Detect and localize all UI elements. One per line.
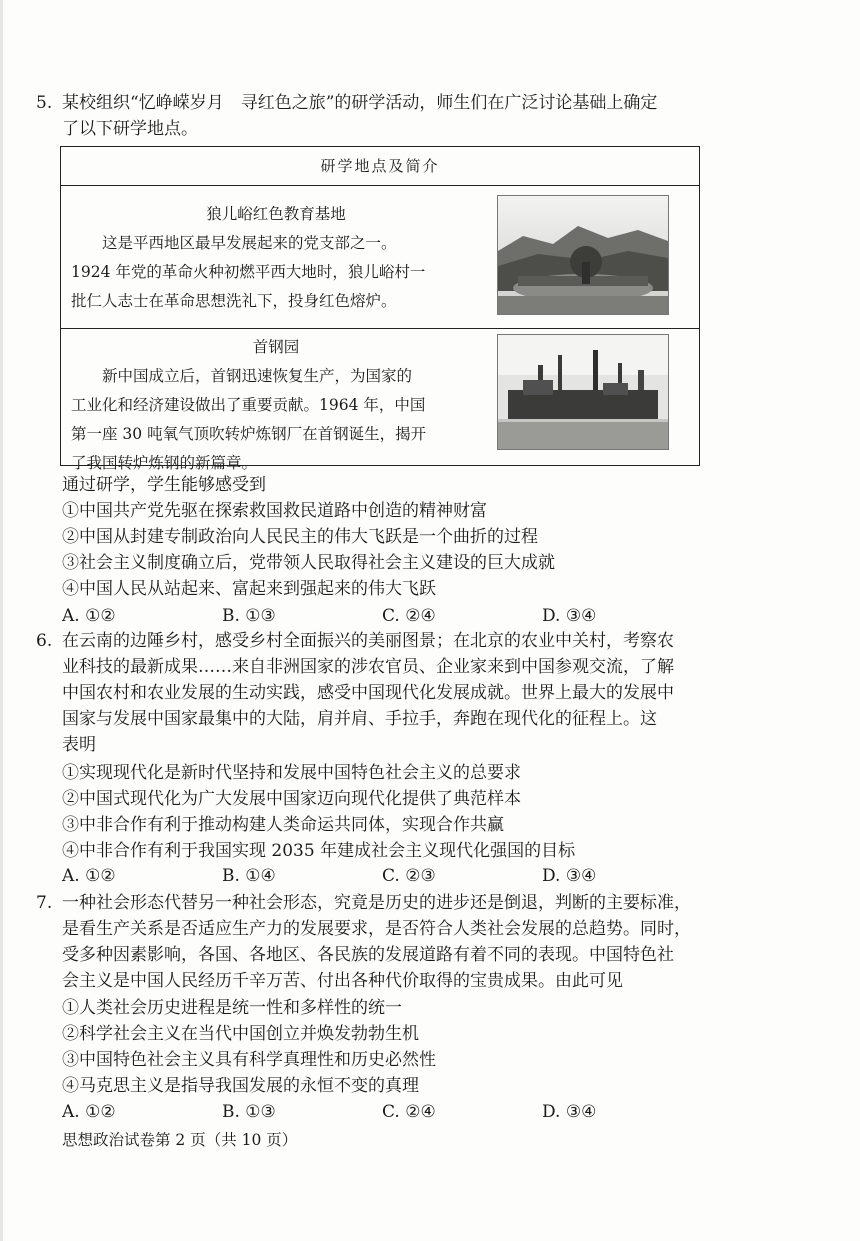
option-b[interactable]: B. ①④ xyxy=(222,866,276,886)
site-1-line: 批仁人志士在革命思想洗礼下，投身红色熔炉。 xyxy=(71,292,397,310)
question-6-item: ①实现现代化是新时代坚持和发展中国特色社会主义的总要求 xyxy=(62,763,521,783)
question-7-item: ③中国特色社会主义具有科学真理性和历史必然性 xyxy=(62,1050,436,1070)
question-7-item: ④马克思主义是指导我国发展的永恒不变的真理 xyxy=(62,1076,419,1096)
question-5-lead: 通过研学，学生能够感受到 xyxy=(62,475,266,495)
question-6-stem-line: 国家与发展中国家最集中的大陆，肩并肩、手拉手，奔跑在现代化的征程上。这 xyxy=(62,709,657,729)
question-5-item: ②中国从封建专制政治向人民民主的伟大飞跃是一个曲折的过程 xyxy=(62,527,538,547)
question-5-item: ③社会主义制度确立后，党带领人民取得社会主义建设的巨大成就 xyxy=(62,553,555,573)
table-row-site-2 xyxy=(61,328,699,472)
site-2-title: 首钢园 xyxy=(252,338,300,356)
question-6-stem-line: 在云南的边陲乡村，感受乡村全面振兴的美丽图景；在北京的农业中关村，考察农 xyxy=(62,631,674,651)
question-7-stem-line: 受多种因素影响，各国、各地区、各民族的发展道路有着不同的表现。中国特色社 xyxy=(62,945,674,965)
site-2-line: 新中国成立后，首钢迅速恢复生产，为国家的 xyxy=(102,367,413,385)
option-a[interactable]: A. ①② xyxy=(62,1102,116,1122)
question-6-item: ④中非合作有利于我国实现 2035 年建成社会主义现代化强国的目标 xyxy=(62,841,576,861)
question-5-stem-line: 了以下研学地点。 xyxy=(62,119,198,139)
option-b[interactable]: B. ①③ xyxy=(222,606,276,626)
question-7-stem-line: 一种社会形态代替另一种社会形态，究竟是历史的进步还是倒退，判断的主要标准， xyxy=(62,893,691,913)
option-d[interactable]: D. ③④ xyxy=(542,1102,597,1122)
question-7-stem-line: 会主义是中国人民经历千辛万苦、付出各种代价取得的宝贵成果。由此可见 xyxy=(62,971,623,991)
option-a[interactable]: A. ①② xyxy=(62,866,116,886)
option-c[interactable]: C. ②④ xyxy=(382,1102,436,1122)
question-5-item: ①中国共产党先驱在探索救国救民道路中创造的精神财富 xyxy=(62,501,487,521)
page-footer: 思想政治试卷第 2 页（共 10 页） xyxy=(62,1131,298,1149)
site-2-line: 第一座 30 吨氧气顶吹转炉炼钢厂在首钢诞生，揭开 xyxy=(71,425,427,443)
table-row-site-1 xyxy=(61,185,699,329)
site-1-line: 这是平西地区最早发展起来的党支部之一。 xyxy=(102,234,397,252)
question-7-item: ②科学社会主义在当代中国创立并焕发勃勃生机 xyxy=(62,1024,419,1044)
site-2-photo xyxy=(497,334,669,450)
scan-edge xyxy=(0,0,3,1241)
site-2-text xyxy=(71,333,481,478)
steelworks-photo-illustration xyxy=(498,335,668,449)
question-5-number: 5. xyxy=(36,93,53,113)
site-1-title: 狼儿峪红色教育基地 xyxy=(206,205,346,223)
option-c[interactable]: C. ②④ xyxy=(382,606,436,626)
site-1-text xyxy=(71,200,481,316)
question-6-item: ②中国式现代化为广大发展中国家迈向现代化提供了典范样本 xyxy=(62,789,521,809)
question-5-stem-line: 某校组织“忆峥嵘岁月 寻红色之旅”的研学活动，师生们在广泛讨论基础上确定 xyxy=(62,93,658,113)
table-header: 研学地点及简介 xyxy=(61,147,699,186)
site-2-line: 了我国转炉炼钢的新篇章。 xyxy=(71,454,258,472)
question-6-stem-line: 表明 xyxy=(62,735,96,755)
question-7-number: 7. xyxy=(36,893,53,913)
study-sites-table xyxy=(60,146,700,472)
question-7-stem-line: 是看生产关系是否适应生产力的发展要求，是否符合人类社会发展的总趋势。同时， xyxy=(62,919,691,939)
option-c[interactable]: C. ②③ xyxy=(382,866,436,886)
question-6-item: ③中非合作有利于推动构建人类命运共同体，实现合作共赢 xyxy=(62,815,504,835)
site-1-line: 1924 年党的革命火种初燃平西大地时，狼儿峪村一 xyxy=(71,263,426,281)
option-a[interactable]: A. ①② xyxy=(62,606,116,626)
site-1-photo xyxy=(497,195,669,315)
question-6-stem-line: 中国农村和农业发展的生动实践，感受中国现代化发展成就。世界上最大的发展中 xyxy=(62,683,674,703)
option-b[interactable]: B. ①③ xyxy=(222,1102,276,1122)
option-d[interactable]: D. ③④ xyxy=(542,866,597,886)
question-6-stem-line: 业科技的最新成果……来自非洲国家的涉农官员、企业家来到中国参观交流，了解 xyxy=(62,657,674,677)
site-2-line: 工业化和经济建设做出了重要贡献。1964 年，中国 xyxy=(71,396,426,414)
option-d[interactable]: D. ③④ xyxy=(542,606,597,626)
question-6-number: 6. xyxy=(36,631,53,651)
question-5-item: ④中国人民从站起来、富起来到强起来的伟大飞跃 xyxy=(62,579,436,599)
question-7-item: ①人类社会历史进程是统一性和多样性的统一 xyxy=(62,998,402,1018)
monument-photo-illustration xyxy=(498,196,668,314)
